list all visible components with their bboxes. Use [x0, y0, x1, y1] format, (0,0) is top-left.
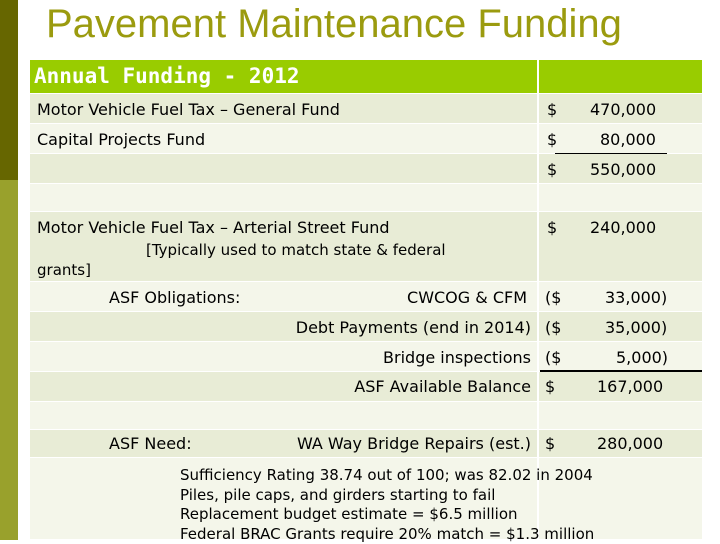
typically-note: [Typically used to match state & federal [146, 241, 446, 259]
note-line: Piles, pile caps, and girders starting to fail [180, 486, 594, 506]
header-cell-amount [539, 60, 702, 93]
row-label: Bridge inspections [383, 348, 531, 367]
table-row [30, 342, 702, 372]
sidebar-accent-light [0, 180, 18, 540]
table-row [30, 184, 702, 212]
subtotal-amount: 550,000 [590, 160, 656, 179]
table-row [30, 312, 702, 342]
underline-rule [555, 153, 667, 154]
currency-symbol: $ [547, 100, 557, 119]
currency-symbol: $ [547, 218, 557, 237]
amount: 33,000) [605, 288, 667, 307]
table-header: Annual Funding - 2012 [34, 64, 300, 88]
table-row [30, 94, 702, 124]
currency-symbol: $ [545, 434, 555, 453]
amount: 280,000 [597, 434, 663, 453]
amount: 470,000 [590, 100, 656, 119]
asf-obligations-label: ASF Obligations: [109, 288, 240, 307]
table-row [30, 402, 702, 430]
currency-symbol: $ [547, 130, 557, 149]
note-line: Sufficiency Rating 38.74 out of 100; was 82.02 in 2004 [180, 466, 594, 486]
table-header-row [30, 60, 702, 94]
currency-symbol: ($ [545, 288, 561, 307]
amount: 80,000 [600, 130, 656, 149]
row-label: CWCOG & CFM [407, 288, 527, 307]
row-label: Capital Projects Fund [37, 130, 205, 149]
balance-rule [540, 370, 702, 372]
currency-symbol: ($ [545, 318, 561, 337]
table-row [30, 372, 702, 402]
currency-symbol: $ [547, 160, 557, 179]
row-label: Debt Payments (end in 2014) [296, 318, 531, 337]
asf-need-label: ASF Need: [109, 434, 192, 453]
notes-block [180, 466, 594, 544]
currency-symbol: $ [545, 377, 555, 396]
balance-amount: 167,000 [597, 377, 663, 396]
typically-note-continued: grants] [37, 261, 91, 279]
amount: 35,000) [605, 318, 667, 337]
row-label: WA Way Bridge Repairs (est.) [297, 434, 531, 453]
row-label: Motor Vehicle Fuel Tax – General Fund [37, 100, 340, 119]
note-line: Replacement budget estimate = $6.5 million [180, 505, 594, 525]
table-row [30, 282, 702, 312]
row-label: Motor Vehicle Fuel Tax – Arterial Street Fund [37, 218, 390, 237]
amount: 240,000 [590, 218, 656, 237]
table-row [30, 154, 702, 184]
page-title: Pavement Maintenance Funding [46, 2, 622, 47]
row-label: ASF Available Balance [354, 377, 531, 396]
note-line: Federal BRAC Grants require 20% match = $1.3 million [180, 525, 594, 544]
amount: 5,000) [616, 348, 668, 367]
table-row [30, 124, 702, 154]
table-row [30, 430, 702, 458]
currency-symbol: ($ [545, 348, 561, 367]
header-cell [30, 60, 539, 93]
table-row [30, 212, 702, 282]
